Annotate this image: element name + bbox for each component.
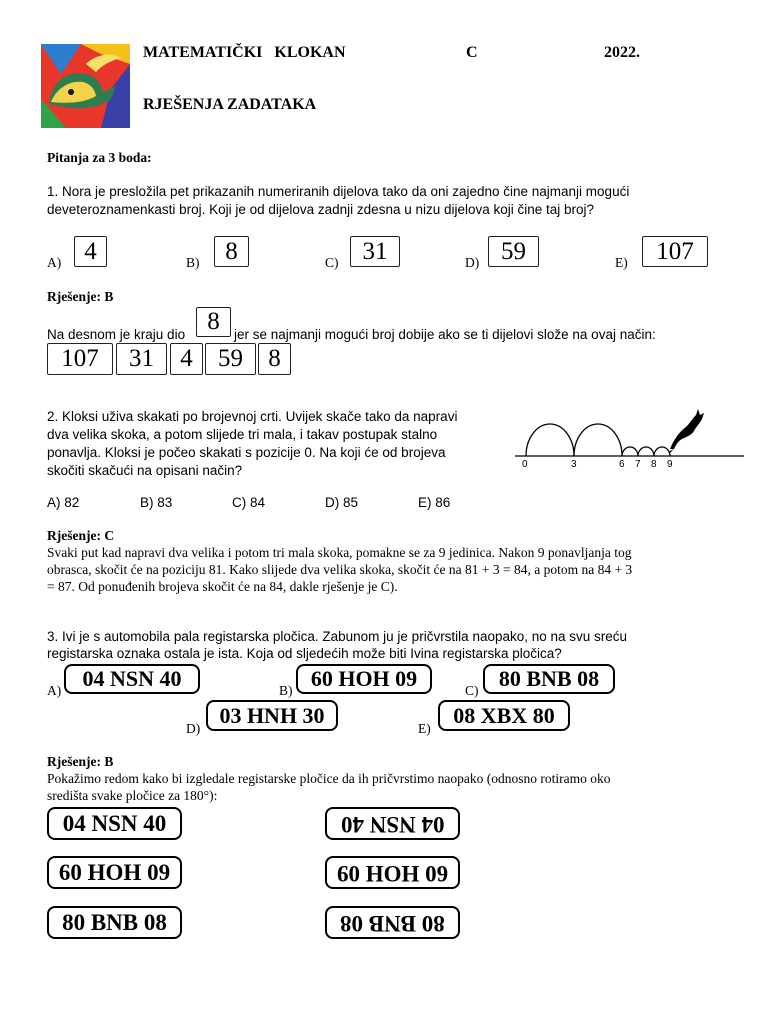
q3-option-e-plate: 08 XBX 80	[438, 700, 570, 731]
q3-option-b-letter: B)	[279, 683, 293, 698]
rotated-plate	[325, 807, 460, 840]
q1-sequence-piece: 31	[116, 343, 167, 375]
q2-option: E) 86	[418, 495, 451, 510]
q3-explain-line: središta svake pločice za 180°):	[47, 788, 218, 803]
rotated-plate-text: 60 HOH 09	[336, 860, 449, 886]
q3-option-a-plate: 04 NSN 40	[64, 664, 200, 694]
tick-label: 6	[619, 459, 625, 470]
q1-explain-pre: Na desnom je kraju dio	[47, 327, 186, 342]
tick-label: 9	[667, 459, 673, 470]
header-title: MATEMATIČKI KLOKAN	[143, 44, 346, 61]
q3-explain-line: Pokažimo redom kako bi izgledale registarske pločice da ih pričvrstimo naopako (odnosno rotiramo oko	[47, 771, 611, 786]
q1-sequence-piece: 59	[205, 343, 256, 375]
q1-text-line2: deveteroznamenkasti broj. Koji je od dijelova zadnji zdesna u nizu dijelova koji čine taj broj?	[47, 202, 595, 217]
q2-option: A) 82	[47, 495, 80, 510]
q3-text-line: 3. Ivi je s automobila pala registarska pločica. Zabunom ju je pričvrstila naopako, no na svu sreću	[47, 629, 628, 644]
rotated-plate	[325, 906, 460, 939]
rotated-plate	[325, 856, 460, 889]
small-jump-arc	[654, 447, 670, 456]
q2-text-line: 2. Kloksi uživa skakati po brojevnoj crti. Uvijek skače tako da napravi	[47, 409, 458, 424]
q1-option-b-letter: B)	[186, 255, 200, 270]
q2-explain-line: obrasca, skočit će na poziciju 81. Kako slijede dva velika skoka, skočit će na 81 + 3 = 84, a potom na 84 + 3	[47, 562, 633, 577]
header-subtitle: RJEŠENJA ZADATAKA	[143, 96, 317, 113]
q2-option: B) 83	[140, 495, 173, 510]
q1-option-c-letter: C)	[325, 255, 339, 270]
q3-option-b-plate: 60 HOH 09	[296, 664, 432, 694]
q1-option-d-piece: 59	[488, 236, 539, 267]
q2-explain-line: Svaki put kad napravi dva velika i potom tri mala skoka, pomakne se za 9 jedinica. Nakon 9 ponavljanja tog	[47, 545, 632, 560]
q1-text-line1: 1. Nora je presložila pet prikazanih numeriranih dijelova tako da oni zajedno čine najmanji mogući	[47, 184, 630, 199]
small-jump-arc	[622, 447, 638, 456]
original-plate: 60 HOH 09	[47, 856, 182, 889]
q1-explain-post: jer se najmanji mogući broj dobije ako se ti dijelovi slože na ovaj način:	[234, 327, 656, 342]
q1-sequence-piece: 4	[170, 343, 203, 375]
q3-option-d-plate: 03 HNH 30	[206, 700, 338, 731]
q1-explain-box: 8	[196, 307, 231, 337]
q1-option-c-piece: 31	[350, 236, 400, 267]
original-plate: 80 BNB 08	[47, 906, 182, 939]
q1-option-a-letter: A)	[47, 255, 62, 270]
q1-option-e-letter: E)	[615, 255, 628, 270]
q3-option-d-letter: D)	[186, 721, 201, 736]
q3-option-c-plate: 80 BNB 08	[483, 664, 615, 694]
q1-sequence-piece: 8	[258, 343, 291, 375]
q3-text-line: registarska oznaka ostala je ista. Koja od sljedećih može biti Ivina registarska pločica?	[47, 646, 562, 661]
tick-label: 0	[522, 459, 528, 470]
q2-text-line: dva velika skoka, a potom slijede tri mala, i takav postupak stalno	[47, 427, 438, 442]
q2-text-line: skočiti skačući na opisani način?	[47, 463, 243, 478]
q3-option-e-letter: E)	[418, 721, 431, 736]
big-jump-arc	[526, 424, 574, 456]
q2-text-line: ponavlja. Kloksi je počeo skakati s pozicije 0. Na koji će od brojeva	[47, 445, 446, 460]
q1-sequence-piece: 107	[47, 343, 113, 375]
q2-explain-line: = 87. Od ponuđenih brojeva skočit će na 84, dakle rješenje je C).	[47, 579, 398, 594]
header-category: C	[466, 44, 478, 61]
q2-option: C) 84	[232, 495, 266, 510]
tick-label: 8	[651, 459, 657, 470]
rotated-plate-text: 80 BNB 08	[340, 910, 445, 936]
big-jump-arc	[574, 424, 622, 456]
small-jump-arc	[638, 447, 654, 456]
tick-label: 7	[635, 459, 641, 470]
tick-label: 3	[571, 459, 577, 470]
q3-option-a-letter: A)	[47, 683, 62, 698]
q1-answer: Rješenje: B	[47, 289, 114, 304]
original-plate: 04 NSN 40	[47, 807, 182, 840]
q1-option-b-piece: 8	[214, 236, 249, 267]
q2-option: D) 85	[325, 495, 359, 510]
kangaroo-logo	[41, 44, 130, 128]
section-title: Pitanja za 3 boda:	[47, 150, 152, 165]
q1-option-e-piece: 107	[642, 236, 708, 267]
q3-option-c-letter: C)	[465, 683, 479, 698]
kangaroo-icon	[668, 409, 704, 453]
q3-answer: Rješenje: B	[47, 754, 114, 769]
q2-answer: Rješenje: C	[47, 528, 115, 543]
number-line-diagram	[510, 405, 746, 475]
rotated-plate-text: 04 NSN 40	[340, 811, 445, 837]
q1-option-d-letter: D)	[465, 255, 480, 270]
header-year: 2022.	[604, 44, 640, 61]
q1-option-a-piece: 4	[74, 236, 107, 267]
